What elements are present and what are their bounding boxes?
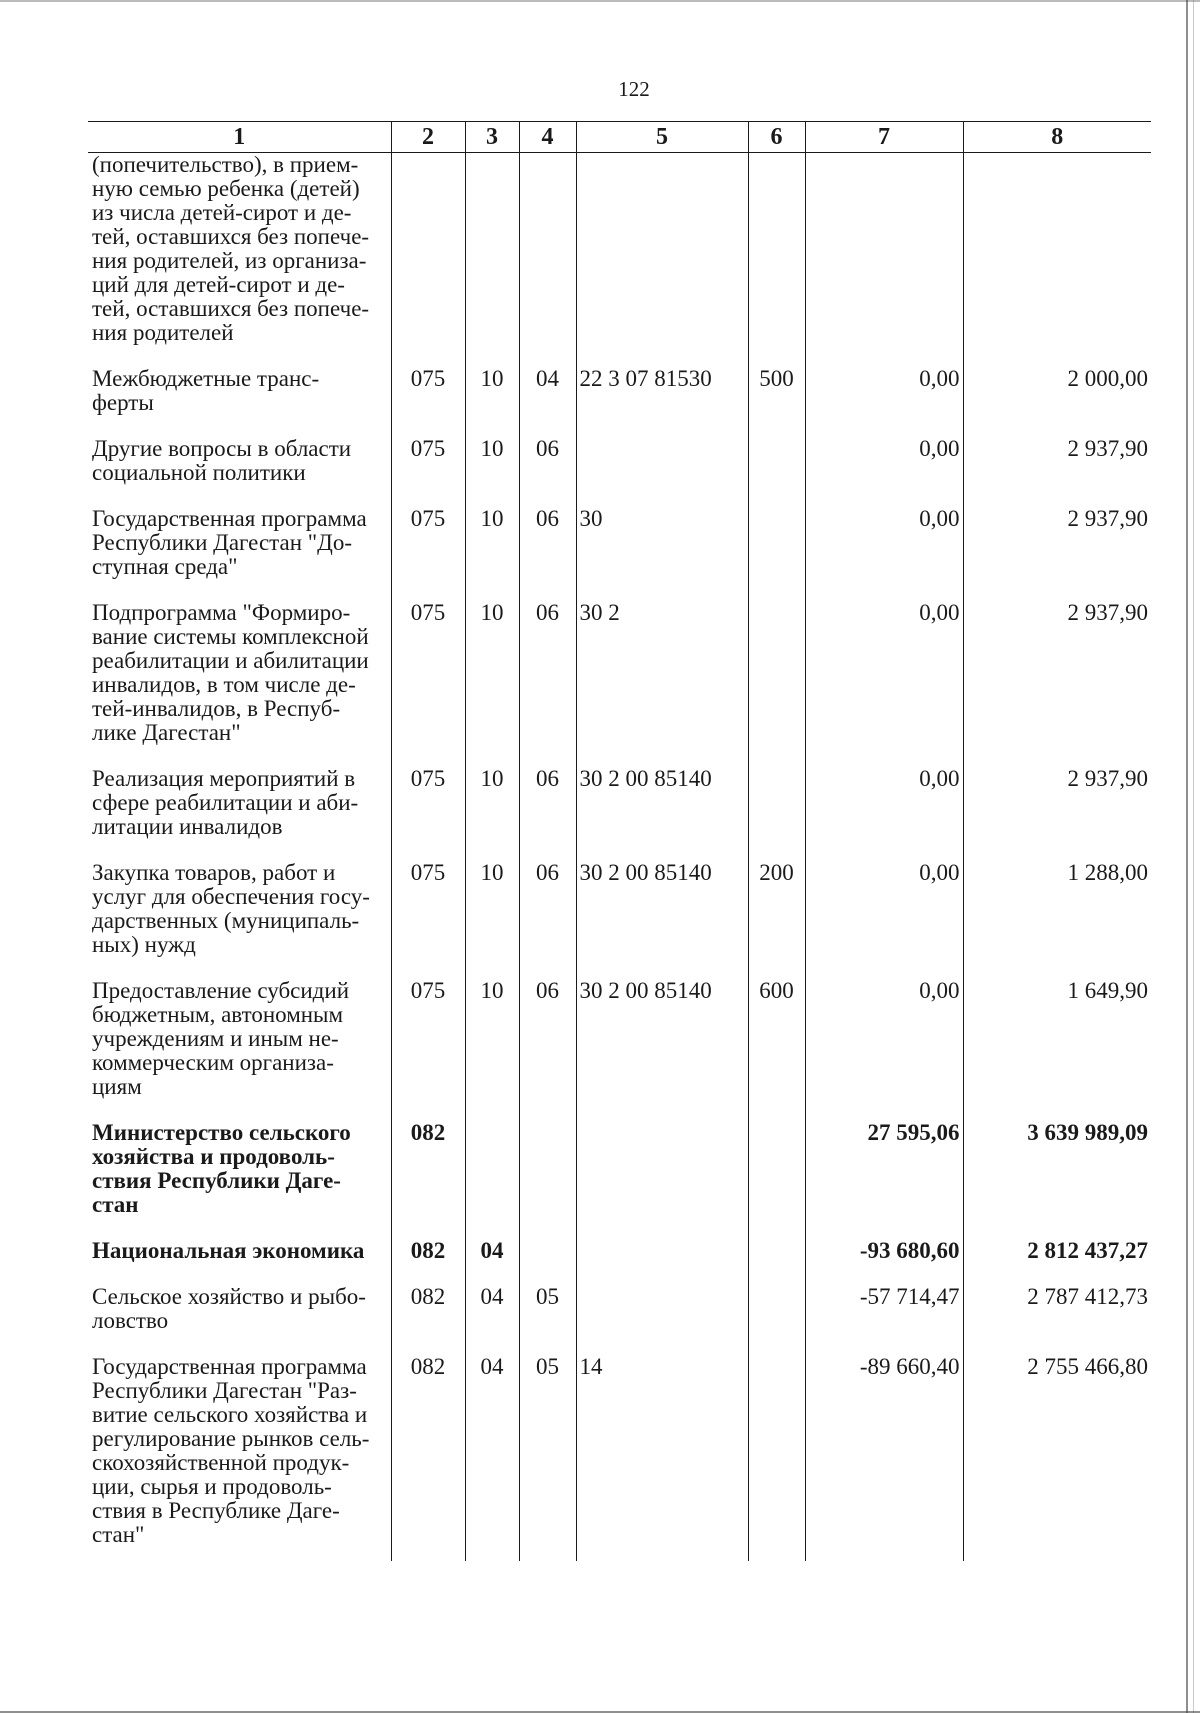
- subsection-code: 06: [519, 767, 576, 861]
- grbs-code: 075: [391, 367, 465, 437]
- target-article-code: [576, 153, 748, 368]
- table-row: [88, 1285, 1151, 1355]
- amount-change: -93 680,60: [805, 1239, 963, 1285]
- target-article-code: [576, 437, 748, 507]
- column-header: 1: [88, 122, 391, 153]
- section-code: [465, 1121, 519, 1239]
- subsection-code: 06: [519, 601, 576, 767]
- amount-total: 2 787 412,73: [963, 1285, 1151, 1355]
- scan-edge-right: [1186, 0, 1188, 1713]
- expense-type-code: [748, 601, 805, 767]
- grbs-code: 082: [391, 1285, 465, 1355]
- subsection-code: 06: [519, 979, 576, 1121]
- subsection-code: 05: [519, 1355, 576, 1561]
- row-name: Подпрограмма "Формиро- вание системы комплексной реабилитации и абилитации инвалидов, в том числе де- тей-инвалидов, в Респуб- лике Дагестан": [88, 601, 391, 767]
- target-article-code: 30 2 00 85140: [576, 979, 748, 1121]
- target-article-code: [576, 1121, 748, 1239]
- section-code: 10: [465, 367, 519, 437]
- target-article-code: [576, 1239, 748, 1285]
- amount-change: -89 660,40: [805, 1355, 963, 1561]
- grbs-code: 075: [391, 507, 465, 601]
- expense-type-code: 600: [748, 979, 805, 1121]
- row-name: Министерство сельского хозяйства и продоволь- ствия Республики Даге- стан: [88, 1121, 391, 1239]
- section-code: 10: [465, 437, 519, 507]
- table-row: [88, 767, 1151, 861]
- expense-type-code: [748, 1355, 805, 1561]
- page-number: 122: [618, 77, 650, 101]
- grbs-code: 082: [391, 1355, 465, 1561]
- column-header: 7: [805, 122, 963, 153]
- table-row: [88, 367, 1151, 437]
- budget-table-container: [88, 121, 1151, 1561]
- subsection-code: 05: [519, 1285, 576, 1355]
- amount-total: 2 937,90: [963, 601, 1151, 767]
- amount-total: 2 812 437,27: [963, 1239, 1151, 1285]
- column-header: 5: [576, 122, 748, 153]
- row-name: Другие вопросы в области социальной политики: [88, 437, 391, 507]
- section-code: 04: [465, 1239, 519, 1285]
- scan-edge-top: [0, 0, 1200, 2]
- amount-total: 2 000,00: [963, 367, 1151, 437]
- subsection-code: [519, 1121, 576, 1239]
- section-code: 10: [465, 861, 519, 979]
- table-row: [88, 1355, 1151, 1561]
- amount-total: 1 649,90: [963, 979, 1151, 1121]
- amount-total: 2 755 466,80: [963, 1355, 1151, 1561]
- row-name: Реализация мероприятий в сфере реабилитации и аби- литации инвалидов: [88, 767, 391, 861]
- expense-type-code: [748, 507, 805, 601]
- row-name: Предоставление субсидий бюджетным, автономным учреждениям и иным не- коммерческим организа- циям: [88, 979, 391, 1121]
- amount-change: 0,00: [805, 437, 963, 507]
- section-code: [465, 153, 519, 368]
- target-article-code: 30: [576, 507, 748, 601]
- amount-total: [963, 153, 1151, 368]
- section-code: 10: [465, 979, 519, 1121]
- subsection-code: 06: [519, 437, 576, 507]
- column-header: 3: [465, 122, 519, 153]
- amount-total: 2 937,90: [963, 507, 1151, 601]
- table-row: [88, 979, 1151, 1121]
- target-article-code: 22 3 07 81530: [576, 367, 748, 437]
- amount-total: 3 639 989,09: [963, 1121, 1151, 1239]
- section-code: 04: [465, 1355, 519, 1561]
- table-body: [88, 153, 1151, 1562]
- expense-type-code: [748, 1121, 805, 1239]
- amount-change: 0,00: [805, 979, 963, 1121]
- table-row: [88, 1121, 1151, 1239]
- row-name: Государственная программа Республики Дагестан "До- ступная среда": [88, 507, 391, 601]
- section-code: 10: [465, 507, 519, 601]
- amount-total: 2 937,90: [963, 767, 1151, 861]
- row-name: Национальная экономика: [88, 1239, 391, 1285]
- grbs-code: 075: [391, 767, 465, 861]
- subsection-code: [519, 1239, 576, 1285]
- subsection-code: [519, 153, 576, 368]
- expense-type-code: [748, 437, 805, 507]
- section-code: 10: [465, 601, 519, 767]
- expense-type-code: 500: [748, 367, 805, 437]
- header-row: [88, 122, 1151, 153]
- grbs-code: 075: [391, 861, 465, 979]
- row-name: Сельское хозяйство и рыбо- ловство: [88, 1285, 391, 1355]
- amount-total: 1 288,00: [963, 861, 1151, 979]
- amount-change: 27 595,06: [805, 1121, 963, 1239]
- row-name: Межбюджетные транс- ферты: [88, 367, 391, 437]
- grbs-code: 082: [391, 1239, 465, 1285]
- table-row: [88, 1239, 1151, 1285]
- target-article-code: 30 2 00 85140: [576, 767, 748, 861]
- subsection-code: 06: [519, 861, 576, 979]
- amount-total: 2 937,90: [963, 437, 1151, 507]
- table-row: [88, 437, 1151, 507]
- budget-table: [88, 121, 1151, 1561]
- target-article-code: 30 2: [576, 601, 748, 767]
- row-name: Государственная программа Республики Дагестан "Раз- витие сельского хозяйства и регулирование рынков сель- скохозяйственной продук- ции, сырья и продоволь- ствия в Республике Даге- стан": [88, 1355, 391, 1561]
- expense-type-code: 200: [748, 861, 805, 979]
- amount-change: 0,00: [805, 601, 963, 767]
- table-row: [88, 601, 1151, 767]
- row-name: Закупка товаров, работ и услуг для обеспечения госу- дарственных (муниципаль- ных) нужд: [88, 861, 391, 979]
- grbs-code: [391, 153, 465, 368]
- expense-type-code: [748, 1285, 805, 1355]
- table-row: [88, 153, 1151, 368]
- grbs-code: 075: [391, 437, 465, 507]
- column-header: 6: [748, 122, 805, 153]
- section-code: 10: [465, 767, 519, 861]
- amount-change: 0,00: [805, 507, 963, 601]
- subsection-code: 06: [519, 507, 576, 601]
- expense-type-code: [748, 1239, 805, 1285]
- amount-change: 0,00: [805, 367, 963, 437]
- target-article-code: 14: [576, 1355, 748, 1561]
- section-code: 04: [465, 1285, 519, 1355]
- amount-change: 0,00: [805, 861, 963, 979]
- row-name: (попечительство), в прием- ную семью ребенка (детей) из числа детей-сирот и де- тей, оставшихся без попече- ния родителей, из организа- ций для детей-сирот и де- тей, оставшихся без попече- ния родителей: [88, 153, 391, 368]
- scan-edge-right-inner: [1193, 0, 1194, 1713]
- expense-type-code: [748, 153, 805, 368]
- target-article-code: 30 2 00 85140: [576, 861, 748, 979]
- column-header: 4: [519, 122, 576, 153]
- grbs-code: 075: [391, 601, 465, 767]
- target-article-code: [576, 1285, 748, 1355]
- grbs-code: 075: [391, 979, 465, 1121]
- column-header: 2: [391, 122, 465, 153]
- expense-type-code: [748, 767, 805, 861]
- subsection-code: 04: [519, 367, 576, 437]
- amount-change: 0,00: [805, 767, 963, 861]
- column-header: 8: [963, 122, 1151, 153]
- amount-change: [805, 153, 963, 368]
- grbs-code: 082: [391, 1121, 465, 1239]
- table-row: [88, 507, 1151, 601]
- table-row: [88, 861, 1151, 979]
- amount-change: -57 714,47: [805, 1285, 963, 1355]
